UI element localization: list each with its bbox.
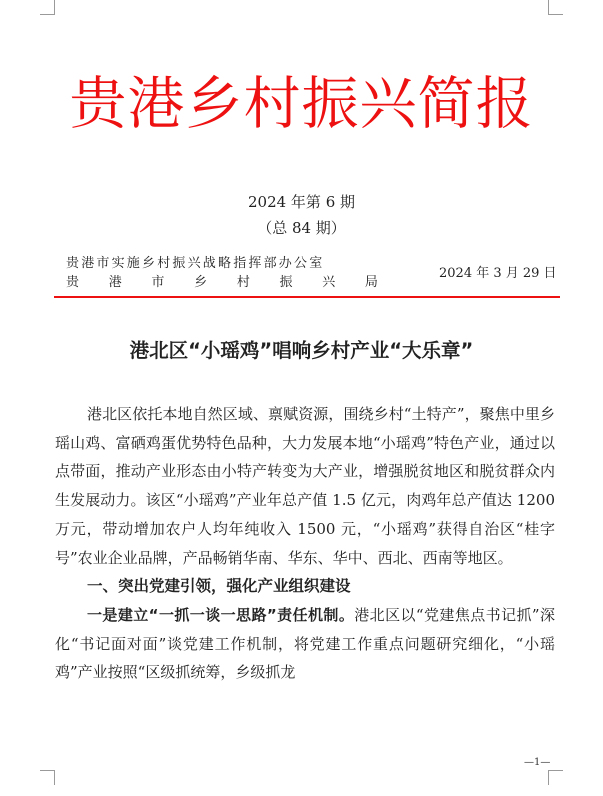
page-number: —1— [524,757,551,768]
intro-paragraph: 港北区依托本地自然区域、禀赋资源，围绕乡村“土特产”，聚焦中里乡瑶山鸡、富硒鸡蛋优势特色品种，大力发展本地“小瑶鸡”特色产业，通过以点带面，推动产业形态由小特产转变为大产业，增强脱贫地区和脱贫群众内生发展动力。该区“小瑶鸡”产业年总产值 1.5 亿元，肉鸡年总产值达 1200 万元，带动增加农户人均年纯收入 1500 元，“小瑶鸡”获得自治区“桂字号”农业企业品牌，产品畅销华南、华东、华中、西北、西南等地区。 [55,405,555,567]
issuer-bureau-char: 贵 [66,275,80,290]
crop-mark-bottom-right [548,770,563,785]
issuer-bureau [66,275,378,291]
crop-mark-bottom-left [40,770,55,785]
issuer-bureau-char: 乡 [194,275,208,290]
issuer-bureau-char: 局 [364,275,378,290]
issuer-bureau-char: 港 [108,275,122,290]
issuer-bureau-char: 村 [236,275,250,290]
red-divider-line [54,296,560,298]
crop-mark-top-right [548,0,563,15]
article-body [55,400,555,687]
issuer-office: 贵港市实施乡村振兴战略指挥部办公室 [66,256,325,271]
paragraph-1 [55,601,555,687]
issuer-bureau-char: 市 [151,275,165,290]
issue-number: 2024 年第 6 期 [247,193,356,211]
crop-mark-top-left [40,0,55,15]
issue-total: （总 84 期） [257,219,346,237]
issuer-bureau-char: 兴 [322,275,336,290]
article-title: 港北区“小瑶鸡”唱响乡村产业“大乐章” [129,339,474,362]
section-heading: 一、突出党建引领，强化产业组织建设 [87,577,351,596]
bulletin-masthead: 贵港乡村振兴简报 [69,71,534,137]
paragraph-1-text: 港北区以“党建焦点书记抓”深化“书记面对面”谈党建工作机制，将党建工作重点问题研究细化，“小瑶鸡”产业按照“区级抓统筹，乡级抓龙 [55,605,555,682]
issuer-bureau-char: 振 [279,275,293,290]
paragraph-1-lead: 一是建立“一抓一谈一思路”责任机制。 [87,605,355,624]
issue-date: 2024 年 3 月 29 日 [439,266,557,281]
